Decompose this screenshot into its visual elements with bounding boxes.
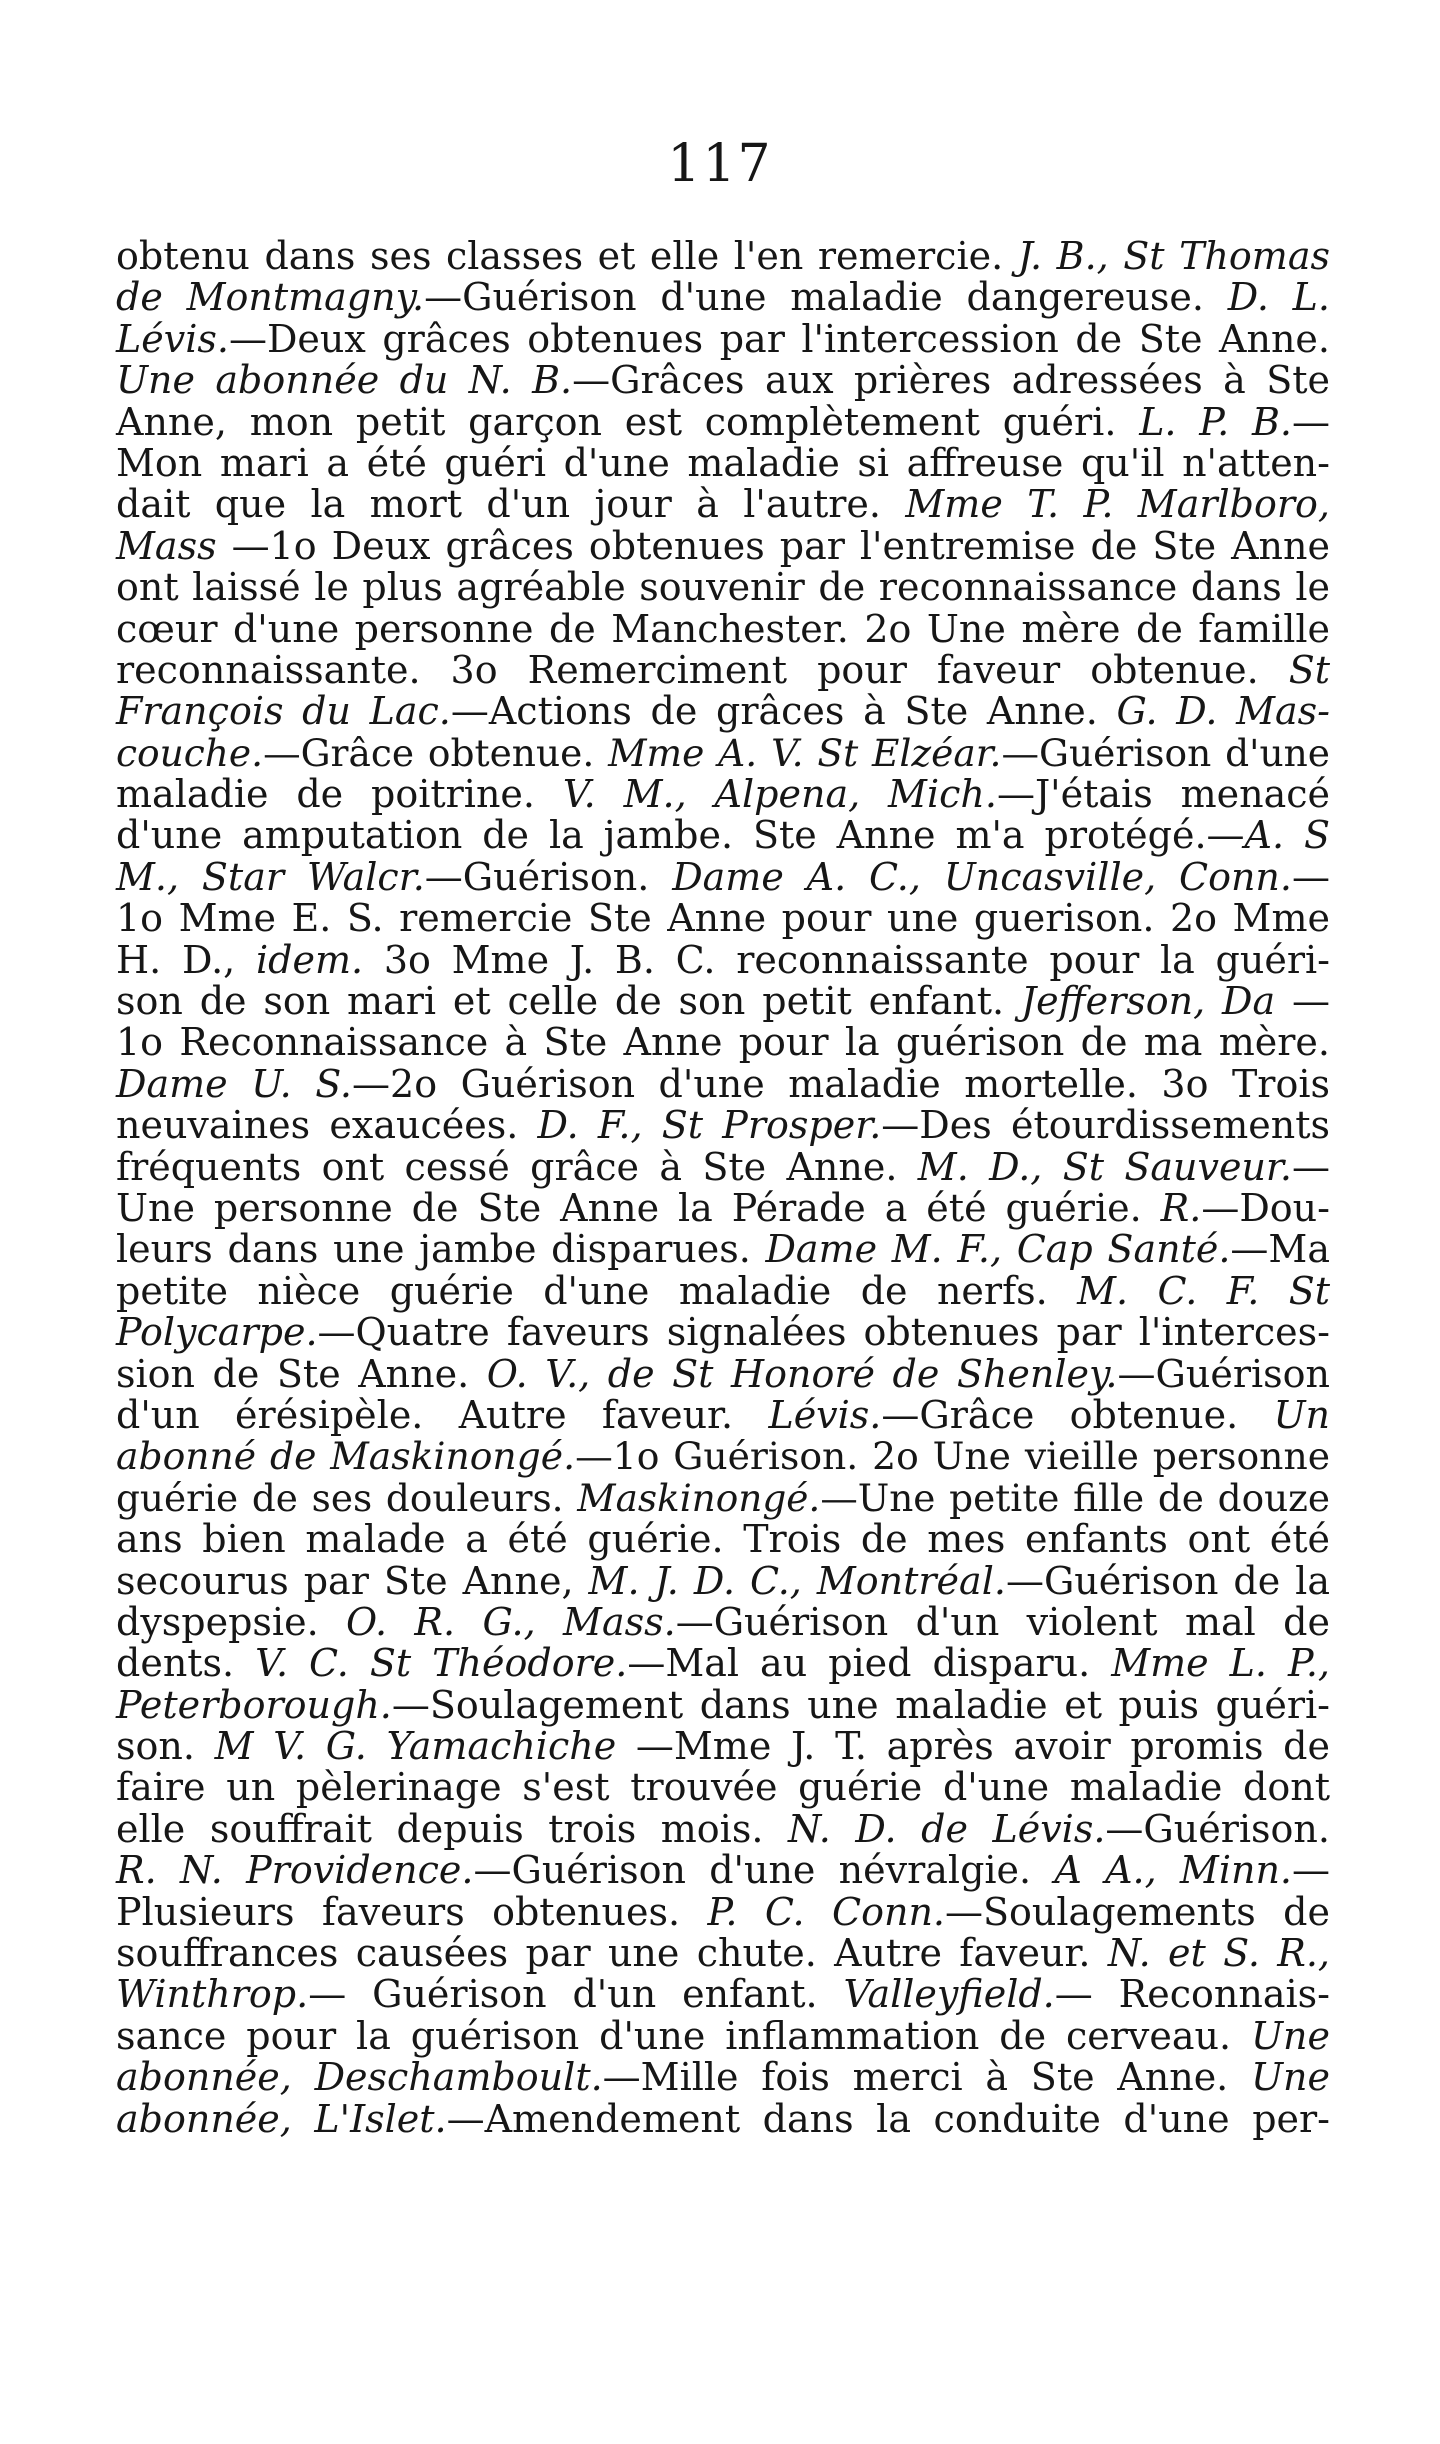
text-segment: —Deux grâces obtenues par l'intercession de Ste Anne. (228, 316, 1330, 361)
italic-reference: St (1288, 647, 1330, 692)
text-segment: dyspepsie. (116, 1599, 347, 1644)
text-segment: —2o Guérison d'une maladie mortelle. 3o Trois (352, 1061, 1330, 1106)
italic-reference: G. D. Mas- (1116, 689, 1330, 734)
italic-reference: N. D. de Lévis. (787, 1806, 1106, 1851)
text-segment: —Des étourdissements (881, 1103, 1330, 1148)
text-segment: son. (116, 1724, 215, 1769)
text-segment: H. D., (116, 937, 256, 982)
italic-reference: Peterborough. (116, 1682, 392, 1727)
text-segment: faire un pèlerinage s'est trouvée guérie d'une maladie dont (116, 1765, 1330, 1810)
italic-reference: M. D., St Sauveur. (917, 1144, 1292, 1189)
italic-reference: A. S (1244, 813, 1330, 858)
text-segment: —Guérison de la (1005, 1558, 1330, 1603)
text-segment: d'un érésipèle. Autre faveur. (116, 1392, 769, 1437)
italic-reference: M V. G. Yamachiche (214, 1724, 617, 1769)
text-line (116, 1268, 1330, 1313)
text-segment: dents. (116, 1641, 256, 1686)
text-segment: reconnaissante. 3o Remerciment pour faveur obtenue. (116, 647, 1289, 692)
text-segment: —Guérison d'un violent mal de (675, 1599, 1330, 1644)
text-line (116, 1229, 1330, 1270)
text-segment: d'une amputation de la jambe. Ste Anne m'a protégé.— (116, 813, 1245, 858)
text-segment: —Ma (1230, 1227, 1330, 1272)
italic-reference: Mme T. P. Marlboro, (905, 482, 1330, 527)
italic-reference: Mme L. P., (1111, 1641, 1331, 1686)
italic-reference: couche. (116, 730, 264, 775)
text-line (116, 1806, 1330, 1851)
italic-reference: L. P. B. (1139, 399, 1292, 444)
text-line (116, 898, 1330, 939)
text-line (116, 316, 1330, 361)
text-line (116, 1519, 1330, 1560)
text-line (116, 1850, 1330, 1891)
text-segment: —Soulagement dans une maladie et puis guéri- (391, 1682, 1330, 1727)
text-line (116, 1185, 1330, 1230)
text-line (116, 1889, 1330, 1934)
italic-reference: M. J. D. C., Montréal. (588, 1558, 1006, 1603)
text-segment: —Mille fois merci à Ste Anne. (602, 2055, 1251, 2100)
text-line (116, 1392, 1330, 1437)
text-line (116, 1558, 1330, 1603)
italic-reference: R. N. Providence. (116, 1848, 474, 1893)
text-segment: —Guérison d'une névralgie. (473, 1848, 1055, 1893)
text-line (116, 606, 1330, 651)
text-segment: 1o Mme E. S. remercie Ste Anne pour une guerison. 2o Mme (116, 896, 1330, 941)
text-segment: — (1292, 854, 1330, 899)
text-segment: cœur d'une personne de Manchester. 2o Une mère de famille (116, 606, 1330, 651)
page-number: 117 (667, 134, 773, 194)
text-segment: — (1292, 399, 1330, 444)
text-line (116, 1436, 1330, 1477)
text-segment: —Grâces aux prières adressées à Ste (572, 358, 1330, 403)
text-segment: —Soulagements de (945, 1889, 1330, 1934)
italic-reference: Jefferson, Da (1020, 979, 1276, 1024)
italic-reference: N. et S. R., (1107, 1931, 1330, 1976)
italic-reference: Lévis. (116, 316, 229, 361)
italic-reference: Winthrop. (116, 1972, 309, 2017)
text-segment: neuvaines exaucées. (116, 1103, 538, 1148)
text-line (116, 774, 1330, 815)
italic-reference: V. C. St Théodore. (255, 1641, 628, 1686)
text-line (116, 1643, 1330, 1684)
italic-reference: J. B., St Thomas (1017, 234, 1330, 278)
italic-reference: D. L. (1227, 275, 1330, 320)
text-segment: —Grâce obtenue. (881, 1392, 1274, 1437)
text-line (116, 484, 1330, 525)
text-segment: fréquents ont cessé grâce à Ste Anne. (116, 1144, 918, 1189)
text-line (116, 1475, 1330, 1520)
text-segment: — (1292, 1144, 1330, 1189)
text-line (116, 440, 1330, 485)
text-line (116, 854, 1330, 899)
italic-reference: V. M., Alpena, Mich. (562, 772, 997, 817)
italic-reference: Lévis. (768, 1392, 882, 1437)
text-line (116, 1682, 1330, 1727)
italic-reference: Dame M. F., Cap Santé. (765, 1227, 1231, 1272)
text-line (116, 1974, 1330, 2015)
text-segment: —Guérison. (424, 854, 673, 899)
text-line (116, 1105, 1330, 1146)
text-segment: Une personne de Ste Anne la Pérade a été guérie. (116, 1185, 1161, 1230)
italic-reference: Une abonnée du N. B. (116, 358, 573, 403)
text-segment: ans bien malade a été guérie. Trois de mes enfants ont été (116, 1517, 1330, 1562)
italic-reference: O. V., de St Honoré de Shenley. (486, 1351, 1118, 1396)
italic-reference: Dame U. S. (116, 1061, 353, 1106)
italic-reference: Une (1250, 2055, 1330, 2100)
text-segment: —Amendement dans la conduite d'une per- (446, 2096, 1331, 2141)
text-line (116, 236, 1330, 277)
text-segment: elle souffrait depuis trois mois. (116, 1806, 788, 1851)
text-line (116, 1312, 1330, 1353)
text-line (116, 937, 1330, 982)
text-segment: — (1292, 1848, 1331, 1893)
text-segment: — Reconnais- (1054, 1972, 1331, 2017)
italic-reference: A A., Minn. (1054, 1848, 1293, 1893)
italic-reference: Un (1273, 1392, 1330, 1437)
text-segment: —Actions de grâces à Ste Anne. (450, 689, 1117, 734)
text-line (116, 647, 1330, 692)
text-segment: — (1275, 979, 1330, 1024)
italic-reference: R. (1160, 1185, 1202, 1230)
italic-reference: Mme A. V. St Elzéar. (608, 730, 1002, 775)
italic-reference: O. R. G., Mass. (346, 1599, 676, 1644)
text-segment: leurs dans une jambe disparues. (116, 1227, 766, 1272)
text-segment: —Guérison d'une maladie dangereuse. (424, 275, 1228, 320)
text-line (116, 1933, 1330, 1974)
text-segment: 1o Reconnaissance à Ste Anne pour la guérison de ma mère. (116, 1020, 1330, 1065)
text-segment: —Quatre faveurs signalées obtenues par l'interces- (317, 1310, 1330, 1355)
text-segment: —Grâce obtenue. (263, 730, 609, 775)
text-line (116, 360, 1330, 401)
italic-reference: Dame A. C., Uncasville, Conn. (672, 854, 1292, 899)
text-line (116, 2057, 1330, 2098)
text-segment: sion de Ste Anne. (116, 1351, 487, 1396)
text-segment: 3o Mme J. B. C. reconnaissante pour la guéri- (363, 937, 1330, 982)
text-segment: —1o Guérison. 2o Une vieille personne (575, 1434, 1331, 1479)
italic-reference: abonnée, L'Islet. (116, 2096, 447, 2141)
text-segment: souffrances causées par une chute. Autre faveur. (116, 1931, 1108, 1976)
italic-reference: François du Lac. (116, 689, 451, 734)
text-line (116, 523, 1330, 568)
text-line (116, 1599, 1330, 1644)
text-segment: —1o Deux grâces obtenues par l'entremise de Ste Anne (216, 523, 1330, 568)
italic-reference: D. F., St Prosper. (537, 1103, 882, 1148)
text-line (116, 2096, 1331, 2141)
text-line (116, 567, 1330, 608)
text-segment: —Mme J. T. après avoir promis de (616, 1724, 1330, 1769)
italic-reference: abonné de Maskinongé. (116, 1434, 576, 1479)
text-line (116, 815, 1330, 856)
text-line (116, 2013, 1330, 2058)
text-segment: maladie de poitrine. (116, 772, 563, 817)
text-segment: dait que la mort d'un jour à l'autre. (116, 482, 906, 527)
text-segment: guérie de ses douleurs. (116, 1475, 578, 1520)
text-segment: Mon mari a été guéri d'une maladie si affreuse qu'il n'atten- (116, 440, 1330, 485)
text-line (116, 981, 1330, 1022)
text-line (116, 399, 1330, 444)
text-line (116, 1351, 1330, 1396)
text-segment: sance pour la guérison d'une inflammation de cerveau. (116, 2013, 1251, 2058)
text-segment: —Guérison. (1105, 1806, 1330, 1851)
text-line (116, 277, 1330, 318)
italic-reference: abonnée, Deschamboult. (116, 2055, 603, 2100)
text-segment: Anne, mon petit garçon est complètement guéri. (116, 399, 1140, 444)
italic-reference: idem. (255, 937, 364, 982)
text-segment: Plusieurs faveurs obtenues. (116, 1889, 708, 1934)
italic-reference: Maskinongé. (577, 1475, 821, 1520)
text-segment: — Guérison d'un enfant. (308, 1972, 844, 2017)
text-segment: —Une petite fille de douze (820, 1475, 1330, 1520)
italic-reference: M. C. F. St (1077, 1268, 1330, 1313)
text-segment: secourus par Ste Anne, (116, 1558, 589, 1603)
text-segment: —Guérison (1117, 1351, 1330, 1396)
italic-reference: de Montmagny. (116, 275, 425, 320)
text-line (116, 1061, 1330, 1106)
text-line (116, 1767, 1330, 1808)
text-segment: —Mal au pied disparu. (627, 1641, 1112, 1686)
text-segment: ont laissé le plus agréable souvenir de reconnaissance dans le (116, 565, 1330, 610)
italic-reference: Une (1251, 2013, 1330, 2058)
text-line (116, 1022, 1330, 1063)
text-line (116, 1144, 1330, 1189)
text-segment: —J'étais menacé (996, 772, 1330, 817)
text-line (116, 730, 1331, 775)
text-segment: —Guérison d'une (1001, 730, 1331, 775)
body-text (116, 236, 1330, 2140)
italic-reference: Polycarpe. (116, 1310, 318, 1355)
text-segment: —Dou- (1201, 1185, 1330, 1230)
italic-reference: Mass (116, 523, 217, 568)
text-line (116, 691, 1330, 732)
text-line (116, 1726, 1330, 1767)
italic-reference: M., Star Walcr. (116, 854, 425, 899)
italic-reference: P. C. Conn. (707, 1889, 945, 1934)
italic-reference: Valleyfield. (843, 1972, 1055, 2017)
text-segment: son de son mari et celle de son petit enfant. (116, 979, 1021, 1024)
text-segment: obtenu dans ses classes et elle l'en remercie. (116, 234, 1018, 278)
text-segment: petite nièce guérie d'une maladie de nerfs. (116, 1268, 1078, 1313)
